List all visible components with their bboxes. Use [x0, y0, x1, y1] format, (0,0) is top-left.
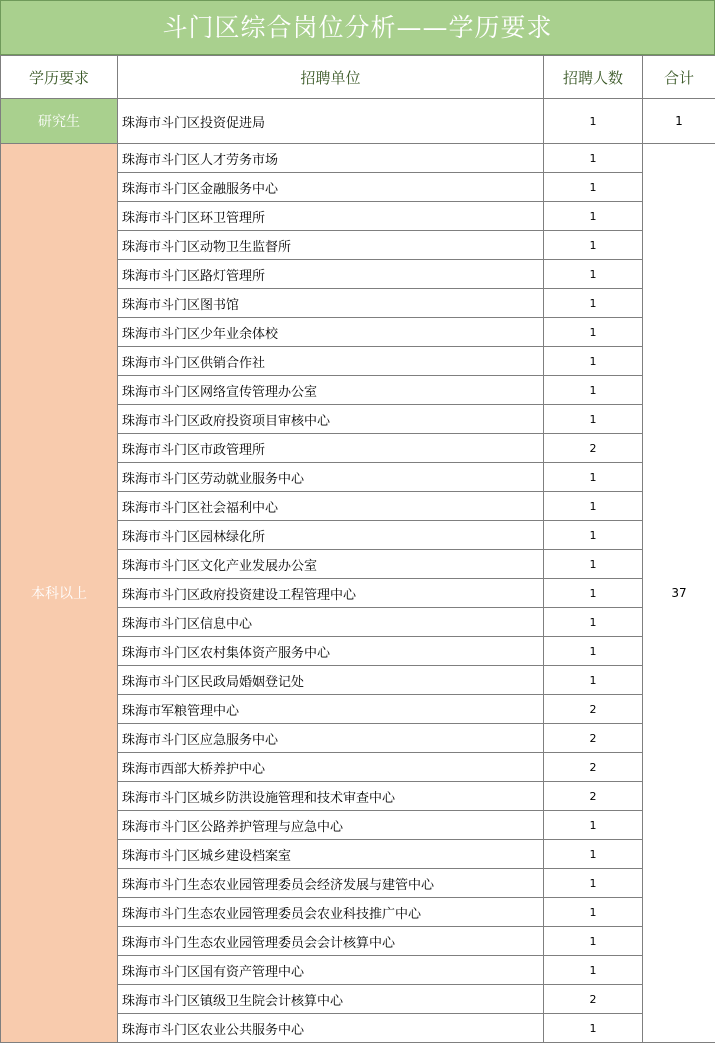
unit-name-cell: 珠海市斗门区供销合作社	[118, 347, 544, 376]
header-level: 学历要求	[1, 56, 118, 99]
hire-count-cell: 1	[544, 173, 643, 202]
unit-name-cell: 珠海市斗门区少年业余体校	[118, 318, 544, 347]
header-count: 招聘人数	[544, 56, 643, 99]
hire-count-cell: 2	[544, 434, 643, 463]
unit-name-cell: 珠海市斗门区社会福利中心	[118, 492, 544, 521]
unit-name-cell: 珠海市斗门区动物卫生监督所	[118, 231, 544, 260]
table-body	[1, 99, 715, 1043]
unit-name-cell: 珠海市斗门区路灯管理所	[118, 260, 544, 289]
hire-count-cell: 2	[544, 695, 643, 724]
unit-name-cell: 珠海市斗门区劳动就业服务中心	[118, 463, 544, 492]
hire-count-cell: 1	[544, 260, 643, 289]
header-total: 合计	[643, 56, 715, 99]
hire-count-cell: 1	[544, 289, 643, 318]
unit-name-cell: 珠海市斗门区政府投资建设工程管理中心	[118, 579, 544, 608]
unit-name-cell: 珠海市斗门区镇级卫生院会计核算中心	[118, 985, 544, 1014]
hire-count-cell: 1	[544, 1014, 643, 1043]
hire-count-cell: 1	[544, 898, 643, 927]
hire-count-cell: 1	[544, 608, 643, 637]
unit-name-cell: 珠海市斗门生态农业园管理委员会农业科技推广中心	[118, 898, 544, 927]
hire-count-cell: 1	[544, 811, 643, 840]
hire-count-cell: 2	[544, 753, 643, 782]
unit-name-cell: 珠海市斗门区图书馆	[118, 289, 544, 318]
unit-name-cell: 珠海市斗门区人才劳务市场	[118, 144, 544, 173]
unit-name-cell: 珠海市斗门区投资促进局	[118, 99, 544, 144]
hire-count-cell: 1	[544, 99, 643, 144]
header-row	[1, 56, 715, 99]
group-total-cell: 37	[643, 144, 715, 1043]
hire-count-cell: 1	[544, 144, 643, 173]
hire-count-cell: 2	[544, 782, 643, 811]
hire-count-cell: 1	[544, 666, 643, 695]
unit-name-cell: 珠海市斗门区政府投资项目审核中心	[118, 405, 544, 434]
hire-count-cell: 1	[544, 318, 643, 347]
unit-name-cell: 珠海市斗门区城乡防洪设施管理和技术审查中心	[118, 782, 544, 811]
hire-count-cell: 2	[544, 724, 643, 753]
hire-count-cell: 1	[544, 927, 643, 956]
unit-name-cell: 珠海市斗门生态农业园管理委员会经济发展与建管中心	[118, 869, 544, 898]
unit-name-cell: 珠海市斗门区国有资产管理中心	[118, 956, 544, 985]
education-level-cell: 本科以上	[1, 144, 118, 1043]
unit-name-cell: 珠海市斗门区金融服务中心	[118, 173, 544, 202]
page-title: 斗门区综合岗位分析——学历要求	[0, 0, 715, 55]
unit-name-cell: 珠海市斗门区网络宣传管理办公室	[118, 376, 544, 405]
hire-count-cell: 2	[544, 985, 643, 1014]
hire-count-cell: 1	[544, 550, 643, 579]
unit-name-cell: 珠海市斗门区文化产业发展办公室	[118, 550, 544, 579]
hire-count-cell: 1	[544, 231, 643, 260]
unit-name-cell: 珠海市斗门区市政管理所	[118, 434, 544, 463]
unit-name-cell: 珠海市斗门区信息中心	[118, 608, 544, 637]
hire-count-cell: 1	[544, 202, 643, 231]
hire-count-cell: 1	[544, 405, 643, 434]
hire-count-cell: 1	[544, 492, 643, 521]
table-row	[1, 99, 715, 144]
table-row	[1, 144, 715, 173]
hire-count-cell: 1	[544, 347, 643, 376]
hire-count-cell: 1	[544, 579, 643, 608]
hire-count-cell: 1	[544, 840, 643, 869]
unit-name-cell: 珠海市斗门区民政局婚姻登记处	[118, 666, 544, 695]
unit-name-cell: 珠海市斗门区公路养护管理与应急中心	[118, 811, 544, 840]
unit-name-cell: 珠海市斗门区城乡建设档案室	[118, 840, 544, 869]
unit-name-cell: 珠海市斗门区应急服务中心	[118, 724, 544, 753]
unit-name-cell: 珠海市斗门区园林绿化所	[118, 521, 544, 550]
group-total-cell: 1	[643, 99, 715, 144]
hire-count-cell: 1	[544, 869, 643, 898]
education-level-cell: 研究生	[1, 99, 118, 144]
unit-name-cell: 珠海市西部大桥养护中心	[118, 753, 544, 782]
hire-count-cell: 1	[544, 463, 643, 492]
hire-count-cell: 1	[544, 376, 643, 405]
unit-name-cell: 珠海市斗门区环卫管理所	[118, 202, 544, 231]
header-unit: 招聘单位	[118, 56, 544, 99]
recruitment-table	[0, 55, 715, 1043]
unit-name-cell: 珠海市斗门区农业公共服务中心	[118, 1014, 544, 1043]
hire-count-cell: 1	[544, 637, 643, 666]
hire-count-cell: 1	[544, 956, 643, 985]
unit-name-cell: 珠海市斗门区农村集体资产服务中心	[118, 637, 544, 666]
hire-count-cell: 1	[544, 521, 643, 550]
unit-name-cell: 珠海市斗门生态农业园管理委员会会计核算中心	[118, 927, 544, 956]
unit-name-cell: 珠海市军粮管理中心	[118, 695, 544, 724]
